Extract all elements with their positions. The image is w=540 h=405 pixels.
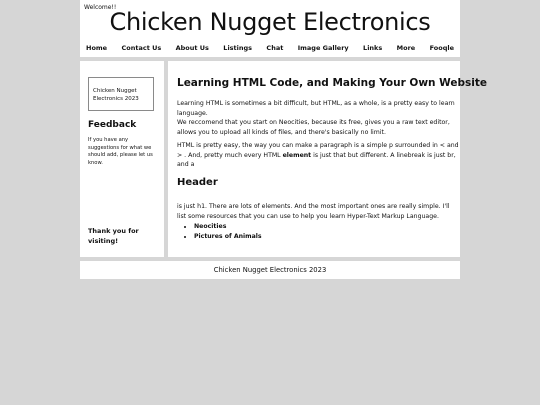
elements-paragraph bbox=[177, 202, 457, 221]
intro-line: language. bbox=[177, 109, 208, 117]
element-bold: element bbox=[282, 151, 312, 159]
elements-line: list some resources that you can use to help you learn Hyper-Text Markup Language. bbox=[177, 212, 439, 220]
link-pictures-of-animals[interactable]: • Pictures of Animals bbox=[194, 232, 262, 242]
sidebar-box: Chicken Nugget Electronics 2023 bbox=[88, 77, 154, 111]
welcome-text: Welcome!! bbox=[84, 4, 117, 11]
feedback-title: Feedback bbox=[88, 120, 137, 130]
page-title: Learning HTML Code, and Making Your Own Website bbox=[177, 77, 487, 89]
nav-home[interactable]: Home bbox=[86, 44, 108, 52]
intro-line: We reccomend that you start on Neocities, because its free, gives you a raw text editor, bbox=[177, 119, 450, 127]
thanks-text: Thank you for visiting! bbox=[88, 227, 139, 245]
link-neocities[interactable]: • Neocities bbox=[194, 222, 262, 232]
footer: Chicken Nugget Electronics 2023 bbox=[80, 261, 460, 279]
html-paragraph bbox=[177, 141, 457, 170]
main-content bbox=[168, 61, 487, 257]
nav-contact-us[interactable]: Contact Us bbox=[121, 44, 162, 52]
site-header bbox=[80, 0, 460, 57]
intro-paragraph bbox=[177, 99, 457, 137]
header-example: Header bbox=[177, 177, 218, 188]
nav-image-gallery[interactable]: Image Gallery bbox=[297, 44, 349, 52]
site-title: Chicken Nugget Electronics bbox=[109, 8, 431, 36]
nav-links[interactable]: Links bbox=[363, 44, 383, 52]
sidebar bbox=[80, 61, 164, 257]
html-line: HTML is pretty easy, the way you can make a paragraph is a simple p surrounded in < and bbox=[177, 142, 459, 149]
feedback-text: If you have any suggestions for what we should add, please let us know. bbox=[88, 137, 153, 166]
resource-links bbox=[194, 222, 262, 242]
html-line: > . And, pretty much every HTML element is just that but different. A linebreak is just br, bbox=[177, 151, 456, 159]
nav-more[interactable]: More bbox=[396, 44, 416, 52]
intro-line: allows you to upload all kinds of files, and there's basically no limit. bbox=[177, 128, 386, 136]
nav-about-us[interactable]: About Us bbox=[175, 44, 209, 52]
nav-fooqle[interactable]: Fooqle bbox=[429, 44, 454, 52]
main-nav bbox=[86, 44, 454, 52]
nav-chat[interactable]: Chat bbox=[266, 44, 284, 52]
html-line: and a bbox=[177, 161, 195, 169]
intro-line: Learning HTML is sometimes a bit difficult, but HTML, as a whole, is a pretty easy to learn bbox=[177, 100, 455, 107]
elements-line: is just h1. There are lots of elements. And the most important ones are really simple. I'll bbox=[177, 203, 450, 210]
nav-listings[interactable]: Listings bbox=[223, 44, 253, 52]
